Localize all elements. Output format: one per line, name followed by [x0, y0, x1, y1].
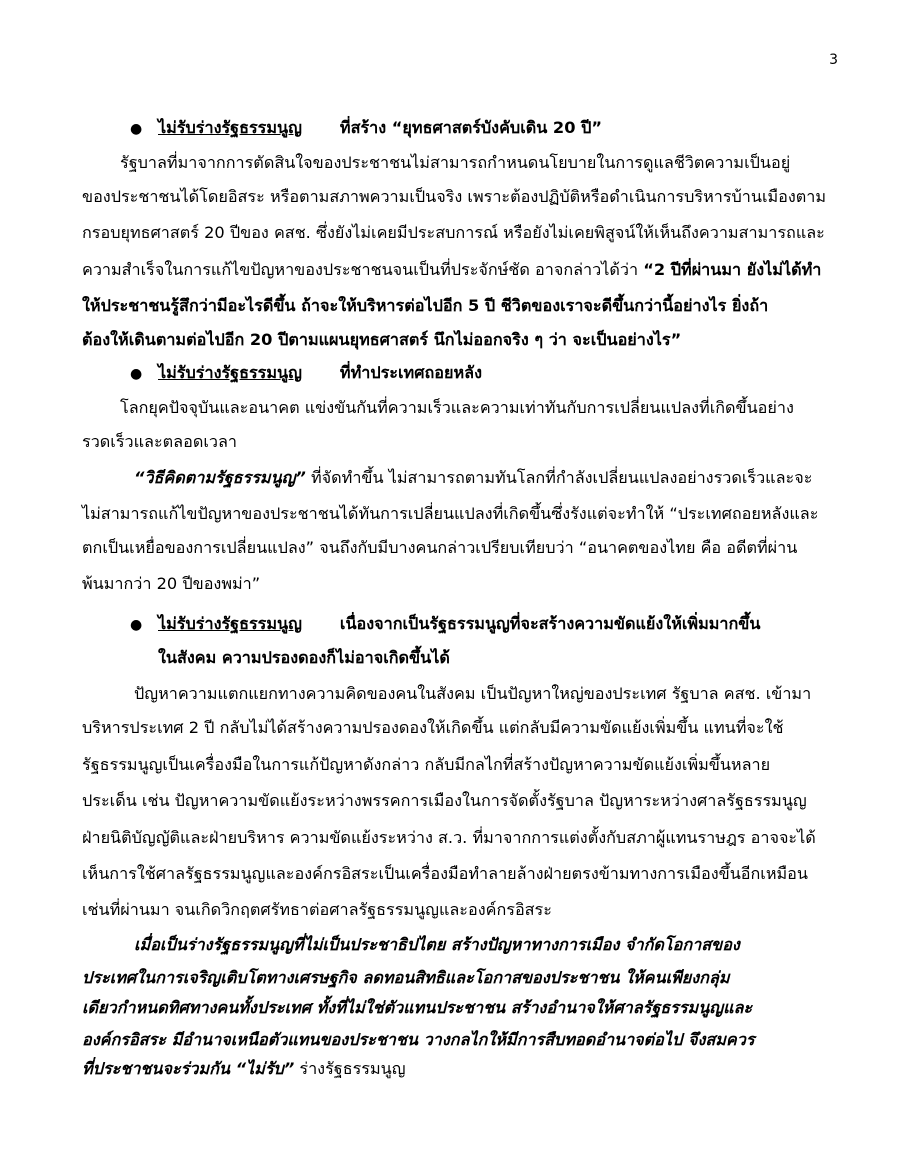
- conclusion-line: เมื่อเป็นร่างรัฐธรรมนูญที่ไม่เป็นประชาธิปไตย สร้างปัญหาทางการเมือง จำกัดโอกาสของ: [134, 935, 740, 954]
- conclusion-line: องค์กรอิสระ มีอำนาจเหนือตัวแทนของประชาชน วางกลไกให้มีการสืบทอดอำนาจต่อไป จึงสมควร: [82, 1030, 755, 1049]
- paragraph-line: ตกเป็นเหยื่อของการเปลี่ยนแปลง” จนถึงกับมีบางคนกล่าวเปรียบเทียบว่า “อนาคตของไทย คือ อดีตที่ผ่าน: [82, 538, 798, 557]
- bullet-icon: ●: [130, 121, 143, 137]
- section-3-heading-cont: ในสังคม ความปรองดองก็ไม่อาจเกิดขึ้นได้: [158, 648, 450, 667]
- heading-underlined: ไม่รับร่างรัฐธรรมนูญ: [158, 363, 302, 382]
- paragraph-line: ต้องให้เดินตามต่อไปอีก 20 ปีตามแผนยุทธศาสตร์ นึกไม่ออกจริง ๆ ว่า จะเป็นอย่างไร”: [82, 330, 682, 349]
- bullet-icon: ●: [130, 366, 143, 382]
- conclusion-line: เดียวกำหนดทิศทางคนทั้งประเทศ ทั้งที่ไม่ใช่ตัวแทนประชาชน สร้างอำนาจให้ศาลรัฐธรรมนูญและ: [82, 998, 753, 1017]
- heading-underlined: ไม่รับร่างรัฐธรรมนูญ: [158, 614, 302, 633]
- paragraph-line: กรอบยุทธศาสตร์ 20 ปีของ คสช. ซึ่งยังไม่เคยมีประสบการณ์ หรือยังไม่เคยพิสูจน์ให้เห็นถึงความสามารถและ: [82, 223, 825, 242]
- heading-text: เนื่องจากเป็นรัฐธรรมนูญที่จะสร้างความขัดแย้งให้เพิ่มมากขึ้น: [339, 614, 761, 633]
- heading-text: ที่สร้าง “ยุทธศาสตร์บังคับเดิน 20 ปี”: [339, 118, 603, 137]
- conclusion-line: ประเทศในการเจริญเติบโตทางเศรษฐกิจ ลดทอนสิทธิและโอกาสของประชาชน ให้คนเพียงกลุ่ม: [82, 968, 730, 987]
- bold-quote: “ไม่รับ”: [235, 1059, 295, 1078]
- paragraph-line: ให้ประชาชนรู้สึกว่ามีอะไรดีขึ้น ถ้าจะให้บริหารต่อไปอีก 5 ปี ชีวิตของเราจะดีขึ้นกว่านี้อย่างไร ยิ่งถ้า: [82, 296, 769, 315]
- paragraph-line: [134, 470, 812, 486]
- paragraph-line: พ้นมากว่า 20 ปีของพม่า”: [82, 574, 261, 593]
- text-run: ที่จัดทำขึ้น ไม่สามารถตามทันโลกที่กำลังเปลี่ยนแปลงอย่างรวดเร็วและจะ: [305, 468, 813, 487]
- heading-text: ที่ทำประเทศถอยหลัง: [339, 363, 482, 382]
- heading-underlined: ไม่รับร่างรัฐธรรมนูญ: [158, 118, 302, 137]
- paragraph-line: โลกยุคปัจจุบันและอนาคต แข่งขันกันที่ความเร็วและความเท่าทันกับการเปลี่ยนแปลงที่เกิดขึ้นอย่าง: [120, 398, 794, 417]
- conclusion-line: [82, 1061, 406, 1077]
- paragraph-line: เช่นที่ผ่านมา จนเกิดวิกฤตศรัทธาต่อศาลรัฐธรรมนูญและองค์กรอิสระ: [82, 900, 552, 919]
- text-run: ความสำเร็จในการแก้ไขปัญหาของประชาชนจนเป็นที่ประจักษ์ชัด อาจกล่าวได้ว่า: [82, 260, 644, 279]
- section-3-heading: [158, 616, 760, 632]
- bold-quote: “วิธีคิดตามรัฐธรรมนูญ”: [134, 468, 306, 487]
- paragraph-line: ปัญหาความแตกแยกทางความคิดของคนในสังคม เป็นปัญหาใหญ่ของประเทศ รัฐบาล คสช. เข้ามา: [134, 684, 812, 703]
- paragraph-line: บริหารประเทศ 2 ปี กลับไม่ได้สร้างความปรองดองให้เกิดขึ้น แต่กลับมีความขัดแย้งเพิ่มขึ้น แทนที่จะใช้: [82, 718, 784, 737]
- paragraph-line: รัฐธรรมนูญเป็นเครื่องมือในการแก้ปัญหาดังกล่าว กลับมีกลไกที่สร้างปัญหาความขัดแย้งเพิ่มขึ้นหลาย: [82, 755, 771, 774]
- paragraph-line: เห็นการใช้ศาลรัฐธรรมนูญและองค์กรอิสระเป็นเครื่องมือทำลายล้างฝ่ายตรงข้ามทางการเมืองขึ้นอีกเหมือน: [82, 864, 808, 883]
- paragraph-line: ไม่สามารถแก้ไขปัญหาของประชาชนได้ทันการเปลี่ยนแปลงที่เกิดขึ้นซึ่งรังแต่จะทำให้ “ประเทศถอยหลังและ: [82, 504, 819, 523]
- paragraph-line: ฝ่ายนิติบัญญัติและฝ่ายบริหาร ความขัดแย้งระหว่าง ส.ว. ที่มาจากการแต่งตั้งกับสภาผู้แทนราษฎร อาจจะได้: [82, 828, 816, 847]
- section-2-heading: [158, 365, 482, 381]
- bullet-icon: ●: [130, 617, 143, 633]
- paragraph-line: รวดเร็วและตลอดเวลา: [82, 432, 237, 451]
- paragraph-line: รัฐบาลที่มาจากการตัดสินใจของประชาชนไม่สามารถกำหนดนโยบายในการดูแลชีวิตความเป็นอยู่: [120, 153, 791, 172]
- text-run: ที่ประชาชนจะร่วมกัน: [82, 1059, 236, 1078]
- paragraph-line: ของประชาชนได้โดยอิสระ หรือตามสภาพความเป็นจริง เพราะต้องปฏิบัติหรือดำเนินการบริหารบ้านเมืองตาม: [82, 187, 827, 206]
- paragraph-line: ประเด็น เช่น ปัญหาความขัดแย้งระหว่างพรรคการเมืองในการจัดตั้งรัฐบาล ปัญหาระหว่างศาลรัฐธรรมนูญ: [82, 791, 807, 810]
- bold-quote: “2 ปีที่ผ่านมา ยังไม่ได้ทำ: [643, 260, 822, 279]
- paragraph-line: [82, 262, 821, 278]
- section-1-heading: [158, 120, 602, 136]
- text-run: ร่างรัฐธรรมนูญ: [294, 1059, 406, 1078]
- page-number: 3: [829, 52, 838, 68]
